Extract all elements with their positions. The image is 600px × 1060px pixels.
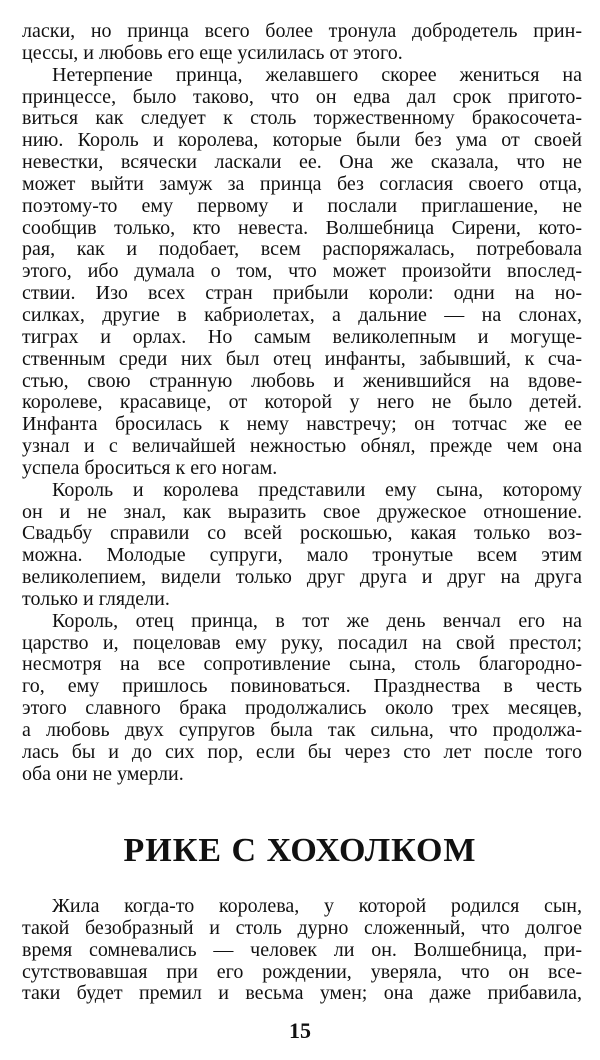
text-line: стью, свою странную любовь и женившийся на вдове- [22,369,582,392]
text-line: а любовь двух супругов была так сильна, что продолжа- [22,719,582,741]
text-line: Инфанта бросилась к нему навстречу; он тотчас же ее [22,413,582,436]
page-number: 15 [289,1018,311,1043]
text-line: оба они не умерли. [22,762,184,785]
text-line: Свадьбу справили со всей роскошью, какая только воз- [22,522,582,545]
text-line: нию. Король и королева, которые были без ума от своей [22,129,582,152]
text-line: несмотря на все сопротивление сына, столь благородно- [22,653,582,676]
text-line: такой безобразный и столь дурно сложенный, что долгое [22,916,582,939]
text-line: Король и королева представили ему сына, которому [52,478,582,501]
text-line: королеве, красавице, от которой у него не было детей. [22,391,582,414]
text-line: время сомневались — человек ли он. Волшебница, при- [22,938,582,961]
story-title: РИКЕ С ХОХОЛКОМ [123,832,477,869]
text-line: таки будет премил и весьма умен; она даже прибавила, [22,982,582,1005]
text-line: этого славного брака продолжались около трех месяцев, [22,697,582,720]
text-line: успела броситься к его ногам. [22,456,278,479]
text-line: Жила когда-то королева, у которой родился сын, [52,895,582,917]
text-line: сутствовавшая при его рождении, уверяла, что он все- [22,960,582,983]
text-line: сообщив только, кто невеста. Волшебница Сирени, кото- [22,216,582,239]
text-line: великолепием, видели только друг друга и друг на друга [22,566,582,589]
text-line: можна. Молодые супруги, мало тронутые всем этим [22,544,582,567]
text-line: принцессе, было таково, что он едва дал срок пригото- [22,85,582,108]
text-line: ласки, но принца всего более тронула добродетель прин- [22,20,582,42]
text-line: рая, как и подобает, всем распоряжалась, потребовала [22,238,582,261]
text-line: го, ему пришлось повиноваться. Празднества в честь [22,675,582,698]
text-line: виться как следует к столь торжественному бракосочета- [22,107,582,130]
text-line: только и глядели. [22,587,170,610]
text-line: Король, отец принца, в тот же день венчал его на [52,609,582,632]
text-line: царство и, поцеловав ему руку, посадил на свой престол; [22,631,582,654]
story-text-beginning [22,896,582,1005]
text-line: может выйти замуж за принца без согласия своего отца, [22,172,582,195]
text-line: Нетерпение принца, желавшего скорее жениться на [52,63,582,86]
text-line: лась бы и до сих пор, если бы через сто лет после того [22,740,582,763]
text-line: он и не знал, как выразить свое дружеское отношение. [22,500,582,523]
text-line: силках, другие в кабриолетах, а дальние — на слонах, [22,303,582,326]
text-line: ственным среди них был отец инфанты, забывший, к сча- [22,347,582,370]
text-line: тиграх и орлах. Но самым великолепным и могуще- [22,325,582,348]
text-line: узнал и с величайшей нежностью обнял, прежде чем она [22,435,582,458]
text-line: невестки, всячески ласкали ее. Она же сказала, что не [22,151,582,174]
text-line: ствии. Изо всех стран прибыли короли: одни на но- [22,282,582,305]
text-line: поэтому-то ему первому и послали приглашение, не [22,194,582,217]
text-line: цессы, и любовь его еще усилилась от этого. [22,41,403,64]
text-line: этого, ибо думала о том, что может произойти впослед- [22,260,582,283]
story-text-continued [22,21,582,786]
